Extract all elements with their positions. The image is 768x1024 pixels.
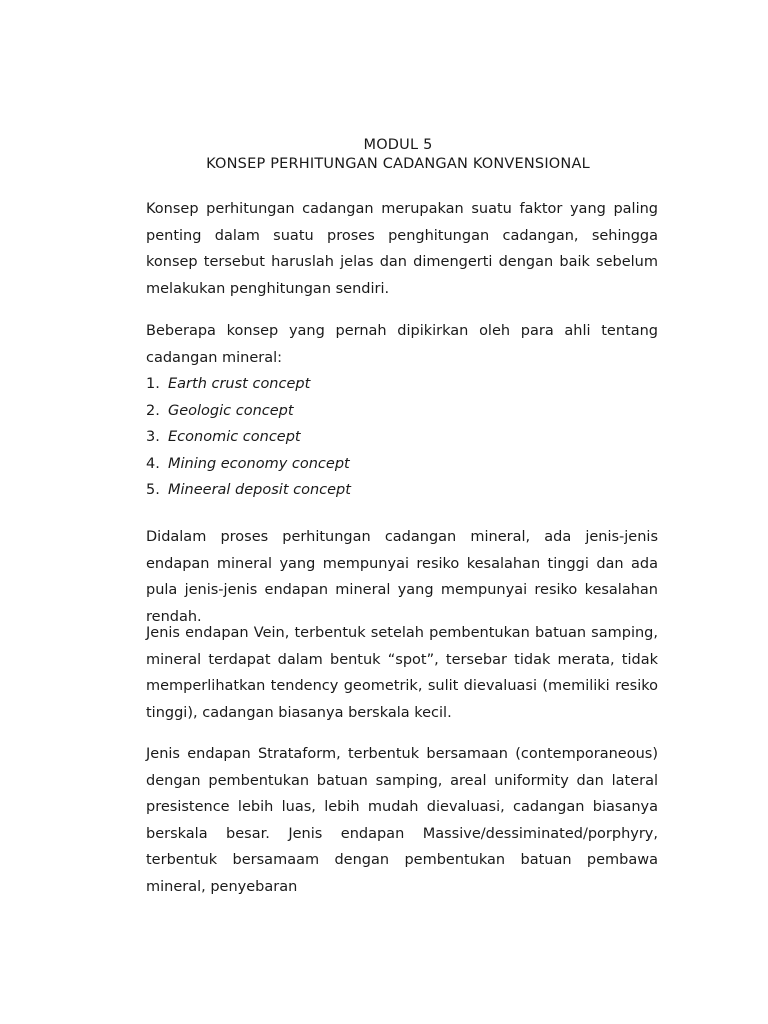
list-item-number: 4. xyxy=(146,455,160,472)
concept-list xyxy=(146,371,658,504)
list-item xyxy=(146,477,658,504)
paragraph-strataform: Jenis endapan Strataform, terbentuk bersamaan (contemporaneous) dengan pembentukan batuan samping, areal uniformity dan lateral presistence lebih luas, lebih mudah dievaluasi, cadangan biasanya berskala besar. Jenis endapan Massive/dessiminated/porphyry, terbentuk bersamaam dengan pembentukan batuan pembawa mineral, penyebaran xyxy=(146,746,658,895)
list-item-text: Mining economy concept xyxy=(168,455,350,472)
list-item-number: 5. xyxy=(146,482,160,498)
paragraph-intro: Konsep perhitungan cadangan merupakan suatu faktor yang paling penting dalam suatu proses penghitungan cadangan, sehingga konsep tersebut haruslah jelas dan dimengerti dengan baik sebelum melakukan penghitungan sendiri. xyxy=(146,201,658,297)
list-item xyxy=(146,451,658,478)
list-item-number: 2. xyxy=(146,402,160,419)
module-number-heading: MODUL 5 xyxy=(363,137,433,153)
paragraph-concepts-intro: Beberapa konsep yang pernah dipikirkan oleh para ahli tentang cadangan mineral: xyxy=(146,323,658,366)
list-item xyxy=(146,424,658,451)
list-item-text: Mineeral deposit concept xyxy=(168,482,351,498)
list-item-number: 1. xyxy=(146,376,160,392)
list-item xyxy=(146,371,658,398)
paragraph-risk: Didalam proses perhitungan cadangan mineral, ada jenis-jenis endapan mineral yang mempunyai resiko kesalahan tinggi dan ada pula jenis-jenis endapan mineral yang mempunyai resiko kesalahan rendah. xyxy=(146,529,658,625)
list-item-text: Economic concept xyxy=(168,429,301,445)
paragraph-vein: Jenis endapan Vein, terbentuk setelah pembentukan batuan samping, mineral terdapat dalam bentuk “spot”, tersebar tidak merata, tidak memperlihatkan tendency geometrik, sulit dievaluasi (memiliki resiko tinggi), cadangan biasanya berskala kecil. xyxy=(146,625,658,721)
list-item-text: Geologic concept xyxy=(168,402,294,419)
module-title-heading: KONSEP PERHITUNGAN CADANGAN KONVENSIONAL xyxy=(206,156,590,172)
list-item xyxy=(146,398,658,425)
list-item-text: Earth crust concept xyxy=(168,376,311,392)
list-item-number: 3. xyxy=(146,429,160,445)
